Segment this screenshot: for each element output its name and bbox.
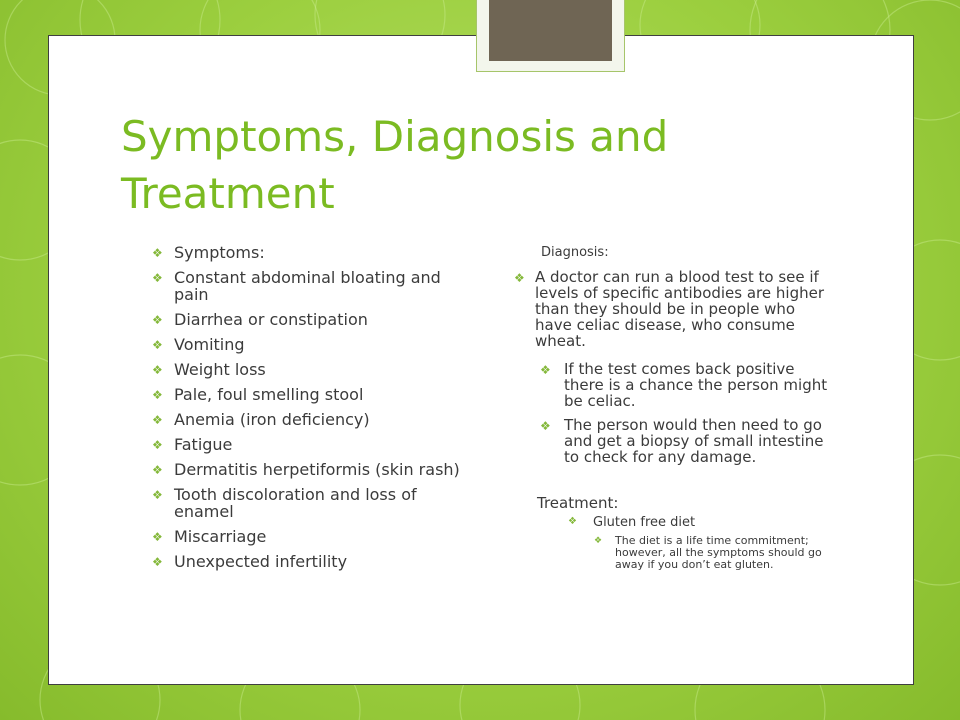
diamond-bullet-icon: ❖ xyxy=(152,313,163,327)
list-item: ❖ Anemia (iron deficiency) xyxy=(152,410,370,429)
list-item: ❖ A doctor can run a blood test to see if levels of specific antibodies are higher than they should be in people who have celiac disease, who consume wheat. xyxy=(514,268,824,350)
list-item: ❖ Fatigue xyxy=(152,435,233,454)
diamond-bullet-icon: ❖ xyxy=(540,419,551,433)
diamond-bullet-icon: ❖ xyxy=(568,516,577,527)
diamond-bullet-icon: ❖ xyxy=(594,536,603,546)
symptoms-list xyxy=(152,244,472,578)
diamond-bullet-icon: ❖ xyxy=(540,363,551,377)
list-item: ❖ Symptoms: xyxy=(152,243,265,262)
list-item: ❖ Constant abdominal bloating and pain xyxy=(152,268,441,304)
list-item: ❖ The diet is a life time commitment; however, all the symptoms should go away if you don’t eat gluten. xyxy=(594,534,822,571)
treatment-list xyxy=(568,515,818,530)
list-item: ❖ Tooth discoloration and loss of enamel xyxy=(152,485,417,521)
list-item: ❖ Diarrhea or constipation xyxy=(152,310,368,329)
list-item: ❖ Weight loss xyxy=(152,360,266,379)
diamond-bullet-icon: ❖ xyxy=(152,363,163,377)
diamond-bullet-icon: ❖ xyxy=(152,438,163,452)
list-item: ❖ Vomiting xyxy=(152,335,245,354)
list-item: ❖ If the test comes back positive there is a chance the person might be celiac. xyxy=(540,360,828,410)
treatment-sublist xyxy=(594,535,854,571)
diamond-bullet-icon: ❖ xyxy=(152,388,163,402)
list-item: ❖ Miscarriage xyxy=(152,527,267,546)
list-item: ❖ The person would then need to go and get a biopsy of small intestine to check for any damage. xyxy=(540,416,824,466)
diagnosis-list xyxy=(514,269,834,349)
decorative-tab-block xyxy=(489,0,612,61)
diagnosis-label: Diagnosis: xyxy=(541,245,609,260)
diamond-bullet-icon: ❖ xyxy=(152,246,163,260)
diamond-bullet-icon: ❖ xyxy=(152,555,163,569)
slide-title: Symptoms, Diagnosis and Treatment xyxy=(121,112,669,218)
diagnosis-sublist xyxy=(540,361,830,473)
diamond-bullet-icon: ❖ xyxy=(152,338,163,352)
list-item: ❖ Unexpected infertility xyxy=(152,552,348,571)
treatment-label: Treatment: xyxy=(537,494,619,512)
diamond-bullet-icon: ❖ xyxy=(152,413,163,427)
list-item: ❖ Dermatitis herpetiformis (skin rash) xyxy=(152,460,460,479)
diamond-bullet-icon: ❖ xyxy=(152,488,163,502)
diamond-bullet-icon: ❖ xyxy=(152,271,163,285)
diamond-bullet-icon: ❖ xyxy=(152,463,163,477)
list-item: ❖ Gluten free diet xyxy=(568,515,696,530)
diamond-bullet-icon: ❖ xyxy=(514,271,525,285)
list-item: ❖ Pale, foul smelling stool xyxy=(152,385,364,404)
diamond-bullet-icon: ❖ xyxy=(152,530,163,544)
